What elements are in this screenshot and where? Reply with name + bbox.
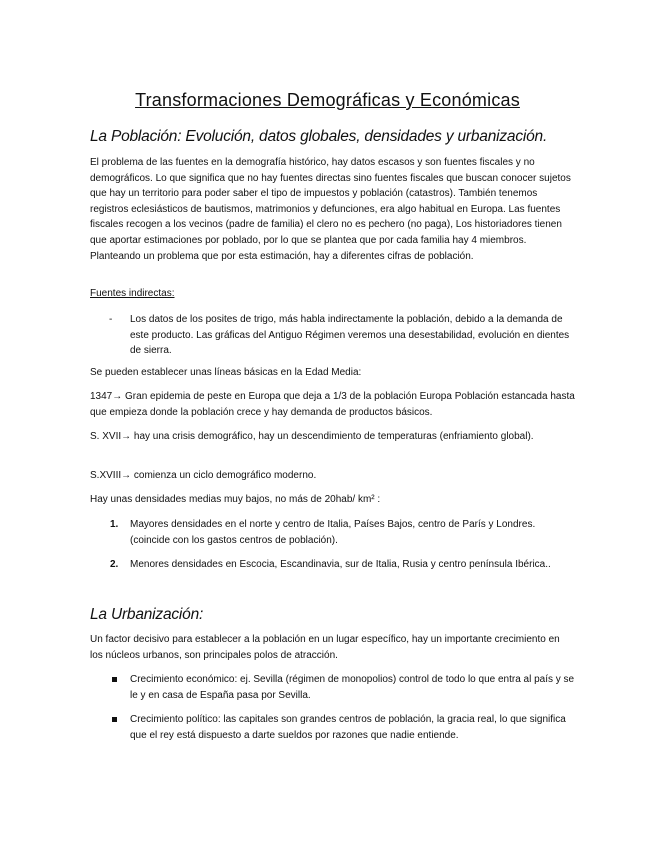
bullet-item-text: Crecimiento económico: ej. Sevilla (régimen de monopolios) control de todo lo que entra al país y se le y en casa de España pasa por Sevilla. <box>130 674 575 701</box>
bullet-marker <box>112 677 117 682</box>
urbanizacion-intro: Un factor decisivo para establecer a la población en un lugar específico, hay un importante crecimiento en los núcleos urbanos, son principales polos de atracción. <box>90 634 560 661</box>
number-marker: 1. <box>110 519 119 530</box>
bullet-item-text: Crecimiento político: las capitales son grandes centros de población, la gracia real, lo que significa que el rey está dispuesto a darte sueldos por razones que nadie entiende. <box>130 714 566 741</box>
section-heading-poblacion: La Población: Evolución, datos globales, densidades y urbanización. <box>90 128 548 145</box>
numbered-item-text: Menores densidades en Escocia, Escandinavia, sur de Italia, Rusia y centro península Ibérica.. <box>130 559 551 570</box>
densidades-paragraph: Hay unas densidades medias muy bajos, no más de 20hab/ km² : <box>90 494 381 505</box>
paragraph-s-xviii: S.XVIII→ comienza un ciclo demográfico moderno. <box>90 470 317 481</box>
bullet-item-economico <box>90 672 575 703</box>
lineas-basicas-paragraph: Se pueden establecer unas líneas básicas en la Edad Media: <box>90 367 362 378</box>
numbered-item-2 <box>90 557 575 573</box>
document-title: Transformaciones Demográficas y Económicas <box>135 90 520 110</box>
bullet-marker <box>112 717 117 722</box>
dash-marker: - <box>109 314 113 325</box>
list-item-text: Los datos de los posites de trigo, más habla indirectamente la población, debido a la demanda de este producto. Las gráficas del Antiguo Régimen veremos una desestabilidad, evolución en dientes de sierra. <box>130 314 570 357</box>
numbered-item-text: Mayores densidades en el norte y centro de Italia, Países Bajos, centro de París y Londres. (coincide con los gastos centros de población). <box>130 519 536 546</box>
intro-paragraph: El problema de las fuentes en la demografía histórico, hay datos escasos y son fuentes fiscales y no demográficos. Lo que significa que no hay fuentes directas sino fuentes fiscales que buscan conocer sujetos que hay un territorio para poder saber el tipo de impuestos y población (catastros). También tenemos registros eclesiásticos de bautismos, matrimonios y defunciones, era algo habitual en Europa. Las fuentes fiscales recogen a los vecinos (padre de familia) el clero no es pechero (no paga), Los historiadores tienen que aportar estimaciones por poblado, por lo que se plantea que por cada familia hay 4 miembros. Planteando un problema que por esta estimación, hay a diferentes cifras de población. <box>90 157 571 262</box>
fuentes-indirectas-label: Fuentes indirectas: <box>90 288 175 299</box>
paragraph-s-xvii: S. XVII→ hay una crisis demográfico, hay un descendimiento de temperaturas (enfriamiento global). <box>90 431 534 442</box>
numbered-item-1 <box>90 517 575 548</box>
paragraph-1347: 1347→ Gran epidemia de peste en Europa que deja a 1/3 de la población Europa Población estancada hasta que empieza donde la población crece y hay demanda de productos básicos. <box>90 391 575 418</box>
list-item-posites <box>90 312 575 359</box>
section-heading-urbanizacion: La Urbanización: <box>90 606 204 623</box>
bullet-item-politico <box>90 712 575 743</box>
number-marker: 2. <box>110 559 119 570</box>
